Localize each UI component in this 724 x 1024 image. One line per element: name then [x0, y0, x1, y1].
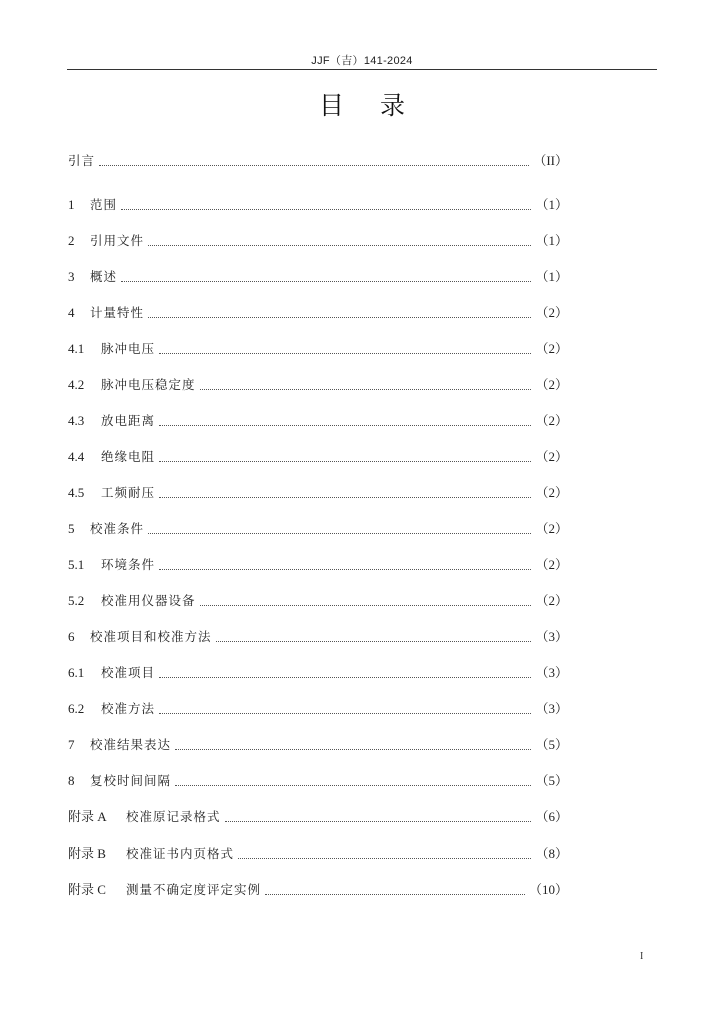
toc-entry[interactable]: [68, 152, 568, 170]
toc-entry-label: 引用文件: [90, 233, 145, 248]
toc-entry[interactable]: [68, 700, 568, 718]
toc-entry[interactable]: [68, 484, 568, 502]
toc-entry-label: 复校时间间隔: [90, 773, 172, 788]
toc-entry-label: 计量特性: [90, 305, 145, 320]
toc-entry-page: （2）: [535, 557, 568, 572]
toc-entry-number: 附录 C: [68, 882, 106, 897]
toc-entry[interactable]: [68, 592, 568, 610]
toc-entry-page: （II）: [533, 153, 568, 168]
toc-entry-number: 1: [68, 197, 75, 212]
toc-entry-page: （1）: [535, 269, 568, 284]
toc-entry-page: （2）: [535, 485, 568, 500]
toc-entry-number: 8: [68, 773, 75, 788]
toc-entry-label: 测量不确定度评定实例: [126, 882, 262, 897]
toc-leader-dots: [200, 389, 532, 390]
toc-entry[interactable]: [68, 376, 568, 394]
toc-entry-number: 4.1: [68, 341, 85, 356]
toc-entry-number: 6: [68, 629, 75, 644]
toc-entry-label: 校准原记录格式: [126, 809, 221, 824]
toc-entry-label: 概述: [90, 269, 118, 284]
toc-entry[interactable]: [68, 520, 568, 538]
toc-entry-page: （10）: [528, 882, 568, 897]
toc-entry-label: 校准项目和校准方法: [90, 629, 212, 644]
toc-leader-dots: [99, 165, 529, 166]
toc-entry[interactable]: [68, 448, 568, 466]
running-header: JJF（吉）141-2024: [311, 55, 413, 67]
toc-entry-page: （5）: [535, 773, 568, 788]
toc-leader-dots: [175, 785, 531, 786]
toc-entry-page: （1）: [535, 233, 568, 248]
toc-entry[interactable]: [68, 196, 568, 214]
toc-entry[interactable]: [68, 268, 568, 286]
toc-leader-dots: [159, 353, 531, 354]
toc-entry[interactable]: [68, 736, 568, 754]
toc-entry-label: 校准结果表达: [90, 737, 172, 752]
toc-entry-page: （2）: [535, 593, 568, 608]
toc-leader-dots: [159, 461, 531, 462]
toc-entry-number: 附录 B: [68, 846, 106, 861]
toc-leader-dots: [159, 425, 531, 426]
toc-entry-number: 4.3: [68, 413, 85, 428]
toc-entry[interactable]: [68, 772, 568, 790]
toc-entry-label: 环境条件: [101, 557, 156, 572]
toc-entry-number: 附录 A: [68, 809, 107, 824]
toc-leader-dots: [148, 245, 531, 246]
toc-leader-dots: [121, 281, 531, 282]
toc-leader-dots: [175, 749, 531, 750]
toc-leader-dots: [148, 317, 531, 318]
toc-entry-page: （6）: [535, 809, 568, 824]
toc-entry-label: 校准项目: [101, 665, 156, 680]
toc-entry-label: 绝缘电阻: [101, 449, 156, 464]
toc-entry-label: 范围: [90, 197, 118, 212]
toc-entry-page: （3）: [535, 629, 568, 644]
toc-entry[interactable]: [68, 881, 568, 899]
toc-entry-number: 4.2: [68, 377, 85, 392]
toc-entry-page: （2）: [535, 521, 568, 536]
toc-entry-page: （2）: [535, 449, 568, 464]
toc-entry-page: （2）: [535, 413, 568, 428]
toc-entry-label: 引言: [68, 153, 96, 168]
toc-entry-number: 4.5: [68, 485, 85, 500]
toc-entry[interactable]: [68, 556, 568, 574]
page-title: 目录: [318, 91, 441, 120]
toc-entry-page: （2）: [535, 305, 568, 320]
toc-entry-number: 6.2: [68, 701, 85, 716]
toc-entry-page: （8）: [535, 846, 568, 861]
toc-entry-label: 校准证书内页格式: [126, 846, 235, 861]
toc-entry[interactable]: [68, 232, 568, 250]
toc-entry-label: 脉冲电压稳定度: [101, 377, 196, 392]
toc-leader-dots: [159, 569, 531, 570]
toc-leader-dots: [265, 894, 525, 895]
toc-entry-number: 5: [68, 521, 75, 536]
toc-leader-dots: [159, 713, 531, 714]
toc-entry[interactable]: [68, 628, 568, 646]
toc-entry-number: 5.1: [68, 557, 85, 572]
toc-entry-label: 工频耐压: [101, 485, 156, 500]
toc-entry-page: （5）: [535, 737, 568, 752]
page-number: I: [640, 951, 644, 962]
toc-entry-number: 4: [68, 305, 75, 320]
toc-entry[interactable]: [68, 808, 568, 826]
toc-entry-number: 2: [68, 233, 75, 248]
toc-leader-dots: [200, 605, 532, 606]
toc-entry[interactable]: [68, 664, 568, 682]
toc-entry-number: 7: [68, 737, 75, 752]
toc-entry-number: 3: [68, 269, 75, 284]
toc-entry-label: 校准用仪器设备: [101, 593, 196, 608]
toc-entry-page: （1）: [535, 197, 568, 212]
toc-entry-label: 放电距离: [101, 413, 156, 428]
toc-entry-number: 4.4: [68, 449, 85, 464]
toc-leader-dots: [225, 821, 532, 822]
toc-leader-dots: [159, 677, 531, 678]
toc-entry-number: 5.2: [68, 593, 85, 608]
toc-leader-dots: [216, 641, 532, 642]
header-rule: [67, 69, 657, 70]
toc-entry-page: （3）: [535, 665, 568, 680]
toc-entry-label: 校准方法: [101, 701, 156, 716]
toc-entry-page: （3）: [535, 701, 568, 716]
toc-entry[interactable]: [68, 340, 568, 358]
toc-leader-dots: [148, 533, 531, 534]
toc-leader-dots: [238, 858, 531, 859]
toc-entry-page: （2）: [535, 377, 568, 392]
toc-leader-dots: [121, 209, 531, 210]
table-of-contents: [68, 150, 568, 910]
toc-entry[interactable]: [68, 304, 568, 322]
toc-leader-dots: [159, 497, 531, 498]
toc-entry-label: 脉冲电压: [101, 341, 156, 356]
toc-entry-label: 校准条件: [90, 521, 145, 536]
toc-entry-number: 6.1: [68, 665, 85, 680]
toc-entry[interactable]: [68, 412, 568, 430]
toc-entry-page: （2）: [535, 341, 568, 356]
toc-entry[interactable]: [68, 845, 568, 863]
